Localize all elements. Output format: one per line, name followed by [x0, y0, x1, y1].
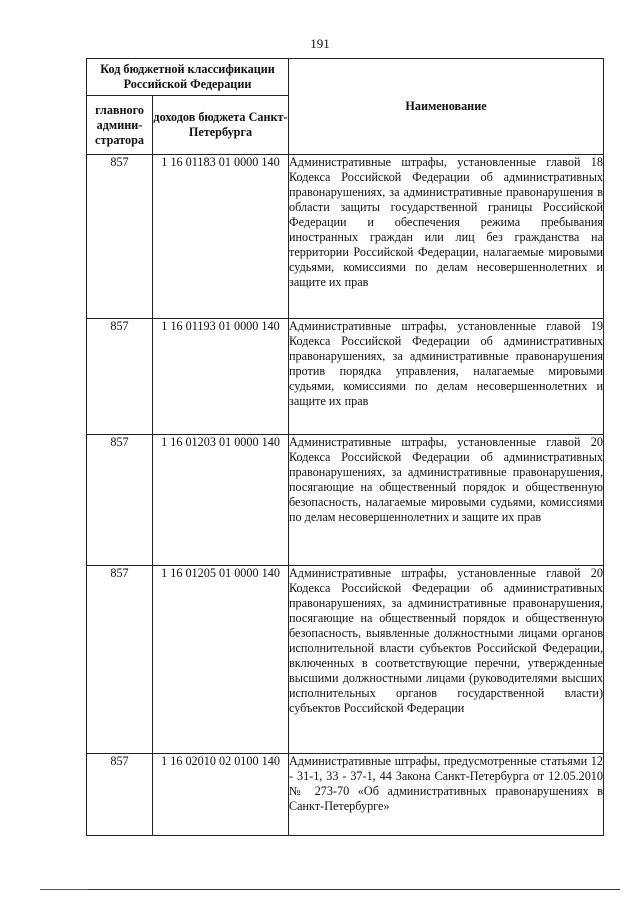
page-number: 191: [310, 36, 330, 51]
cell-admin: 857: [87, 319, 153, 435]
cell-admin: 857: [87, 754, 153, 836]
budget-classification-table: [86, 58, 604, 836]
cell-code: 1 16 01183 01 0000 140: [153, 155, 289, 319]
cell-name: Административные штрафы, установленные главой 20 Кодекса Российской Федерации об административных правонарушениях, за административные правонарушения, посягающие на общественный порядок и общественную безопасность, выявленные должностными лицами органов исполнительной власти субъектов Российской Федерации, включенных в соответствующие перечни, утвержденные высшими должностными лицами (руководителями высших исполнительных органов государственной власти) субъектов Российской Федерации: [289, 566, 604, 754]
cell-code: 1 16 01203 01 0000 140: [153, 435, 289, 566]
table-row: [87, 155, 604, 319]
cell-name: Административные штрафы, предусмотренные статьями 12 - 31-1, 33 - 37-1, 44 Закона Санкт-Петербурга от 12.05.2010 № 273-70 «Об административных правонарушениях в Санкт-Петербурге»: [289, 754, 604, 836]
header-income: доходов бюджета Санкт-Петербурга: [153, 96, 289, 155]
header-admin: главного админи-стратора: [87, 96, 153, 155]
cell-admin: 857: [87, 155, 153, 319]
cell-code: 1 16 01193 01 0000 140: [153, 319, 289, 435]
table-row: [87, 435, 604, 566]
cell-name: Административные штрафы, установленные главой 20 Кодекса Российской Федерации об административных правонарушениях, за административные правонарушения, посягающие на общественный порядок и общественную безопасность, налагаемые мировыми судьями, комиссиями по делам несовершеннолетних и защите их прав: [289, 435, 604, 566]
scan-bottom-line: [88, 889, 620, 890]
cell-admin: 857: [87, 435, 153, 566]
cell-name: Административные штрафы, установленные главой 19 Кодекса Российской Федерации об административных правонарушениях, за административные правонарушения против порядка управления, налагаемые мировыми судьями, комиссиями по делам несовершеннолетних и защите их прав: [289, 319, 604, 435]
table-row: [87, 566, 604, 754]
cell-admin: 857: [87, 566, 153, 754]
table-row: [87, 319, 604, 435]
cell-code: 1 16 01205 01 0000 140: [153, 566, 289, 754]
cell-code: 1 16 02010 02 0100 140: [153, 754, 289, 836]
header-name: Наименование: [289, 59, 604, 155]
table-row: [87, 754, 604, 836]
header-classification-group: Код бюджетной классификации Российской Федерации: [87, 59, 289, 96]
cell-name: Административные штрафы, установленные главой 18 Кодекса Российской Федерации об административных правонарушениях, за административные правонарушения в области защиты государственной границы Российской Федерации и обеспечения режима пребывания иностранных граждан или лиц без гражданства на территории Российской Федерации, налагаемые мировыми судьями, комиссиями по делам несовершеннолетних и защите их прав: [289, 155, 604, 319]
scan-edge-line: [40, 889, 90, 890]
